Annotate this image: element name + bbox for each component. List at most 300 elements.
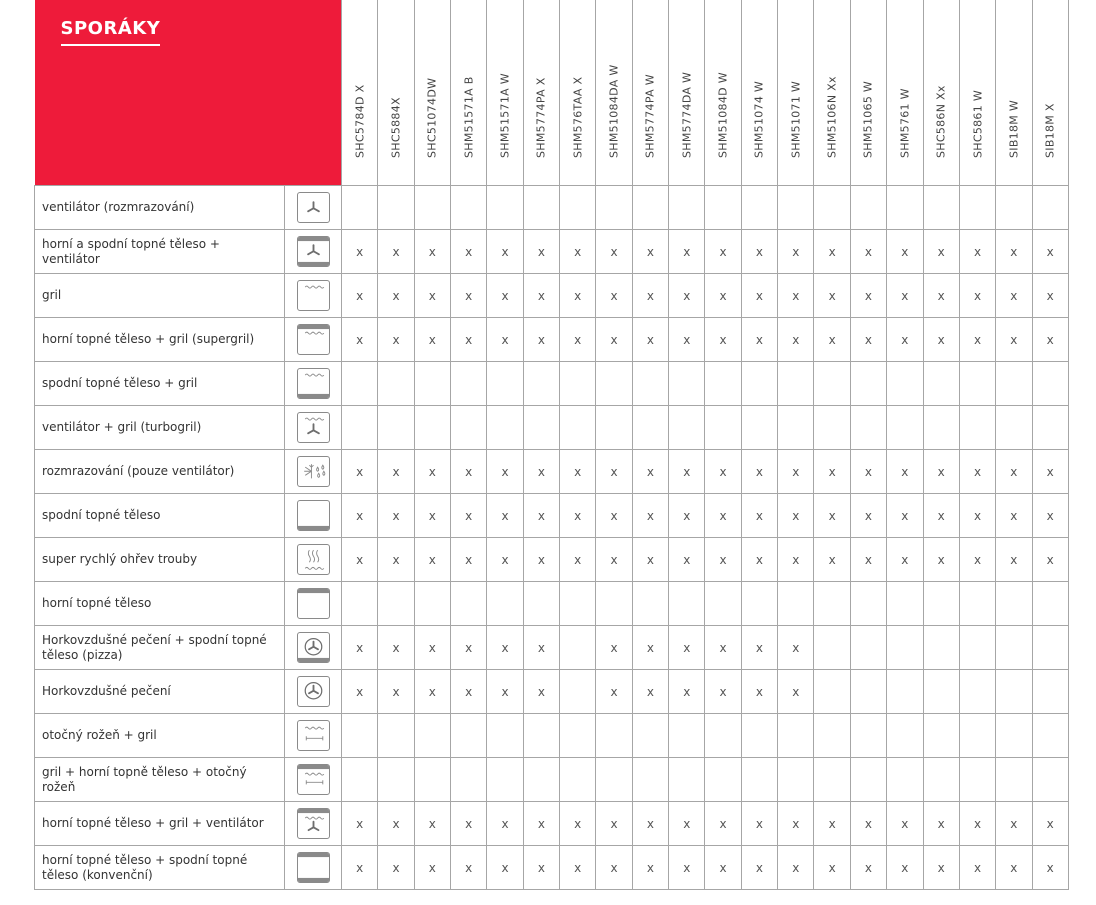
empty-cell xyxy=(1032,714,1068,758)
model-name: SHM51084DA W xyxy=(607,64,621,158)
feature-mark: x xyxy=(378,538,414,582)
function-icon-cell xyxy=(285,318,342,362)
feature-mark: x xyxy=(414,670,450,714)
empty-cell xyxy=(378,186,414,230)
empty-cell xyxy=(451,406,487,450)
table-row xyxy=(35,362,1069,406)
empty-cell xyxy=(814,362,850,406)
empty-cell xyxy=(414,582,450,626)
column-header-model xyxy=(669,0,705,186)
empty-cell xyxy=(378,406,414,450)
empty-cell xyxy=(378,582,414,626)
empty-cell xyxy=(850,582,886,626)
feature-mark: x xyxy=(996,230,1032,274)
rotisserie-top-grill-icon xyxy=(297,764,330,795)
table-row xyxy=(35,494,1069,538)
feature-mark: x xyxy=(814,318,850,362)
empty-cell xyxy=(778,714,814,758)
feature-mark: x xyxy=(596,274,632,318)
feature-mark: x xyxy=(705,846,741,890)
grill-icon xyxy=(297,280,330,311)
empty-cell xyxy=(778,186,814,230)
empty-cell xyxy=(778,582,814,626)
empty-cell xyxy=(923,670,959,714)
empty-cell xyxy=(342,714,378,758)
empty-cell xyxy=(923,758,959,802)
feature-mark: x xyxy=(596,670,632,714)
function-icon-cell xyxy=(285,582,342,626)
feature-mark: x xyxy=(887,494,923,538)
empty-cell xyxy=(705,406,741,450)
feature-mark: x xyxy=(741,670,777,714)
table-row xyxy=(35,450,1069,494)
feature-mark: x xyxy=(850,450,886,494)
conventional-icon xyxy=(297,852,330,883)
feature-mark: x xyxy=(596,230,632,274)
empty-cell xyxy=(814,626,850,670)
empty-cell xyxy=(996,714,1032,758)
function-icon-cell xyxy=(285,186,342,230)
table-row xyxy=(35,802,1069,846)
model-name: SHM51065 W xyxy=(861,80,875,158)
feature-mark: x xyxy=(414,274,450,318)
feature-mark: x xyxy=(487,494,523,538)
function-icon-cell xyxy=(285,714,342,758)
empty-cell xyxy=(560,362,596,406)
feature-mark: x xyxy=(887,274,923,318)
empty-cell xyxy=(596,714,632,758)
feature-mark: x xyxy=(814,802,850,846)
table-row xyxy=(35,318,1069,362)
feature-mark: x xyxy=(632,494,668,538)
feature-table-wrapper xyxy=(34,0,1069,890)
feature-mark: x xyxy=(923,450,959,494)
empty-cell xyxy=(1032,406,1068,450)
table-row xyxy=(35,274,1069,318)
empty-cell xyxy=(414,186,450,230)
empty-cell xyxy=(850,186,886,230)
feature-mark: x xyxy=(669,846,705,890)
column-header-model xyxy=(850,0,886,186)
empty-cell xyxy=(814,186,850,230)
empty-cell xyxy=(632,758,668,802)
feature-mark: x xyxy=(996,846,1032,890)
table-row xyxy=(35,582,1069,626)
empty-cell xyxy=(414,362,450,406)
feature-mark: x xyxy=(705,494,741,538)
function-label: ventilátor + gril (turbogril) xyxy=(35,406,285,450)
model-name: SHC5861 W xyxy=(971,89,985,158)
feature-mark: x xyxy=(560,450,596,494)
rapid-heat-icon xyxy=(297,544,330,575)
feature-mark: x xyxy=(487,230,523,274)
feature-mark: x xyxy=(741,802,777,846)
empty-cell xyxy=(850,406,886,450)
function-label: spodní topné těleso + gril xyxy=(35,362,285,406)
function-label: spodní topné těleso xyxy=(35,494,285,538)
empty-cell xyxy=(923,714,959,758)
empty-cell xyxy=(487,758,523,802)
empty-cell xyxy=(850,670,886,714)
feature-mark: x xyxy=(778,626,814,670)
feature-mark: x xyxy=(705,626,741,670)
feature-mark: x xyxy=(451,802,487,846)
feature-mark: x xyxy=(959,846,995,890)
empty-cell xyxy=(560,714,596,758)
empty-cell xyxy=(887,626,923,670)
empty-cell xyxy=(996,362,1032,406)
feature-mark: x xyxy=(596,494,632,538)
feature-mark: x xyxy=(959,230,995,274)
bottom-heat-icon xyxy=(297,500,330,531)
empty-cell xyxy=(596,758,632,802)
feature-mark: x xyxy=(378,230,414,274)
feature-mark: x xyxy=(741,626,777,670)
empty-cell xyxy=(669,714,705,758)
empty-cell xyxy=(1032,758,1068,802)
title-block xyxy=(35,0,342,186)
feature-mark: x xyxy=(487,846,523,890)
feature-mark: x xyxy=(523,230,559,274)
function-icon-cell xyxy=(285,450,342,494)
empty-cell xyxy=(705,714,741,758)
feature-mark: x xyxy=(814,494,850,538)
function-label: horní topné těleso + gril (supergril) xyxy=(35,318,285,362)
feature-mark: x xyxy=(451,626,487,670)
function-label: Horkovzdušné pečení + spodní topné těleso (pizza) xyxy=(35,626,285,670)
column-header-model xyxy=(560,0,596,186)
feature-mark: x xyxy=(342,626,378,670)
column-header-model xyxy=(1032,0,1068,186)
model-name: SHM51571A B xyxy=(462,76,476,158)
empty-cell xyxy=(632,362,668,406)
feature-mark: x xyxy=(996,494,1032,538)
empty-cell xyxy=(959,670,995,714)
feature-mark: x xyxy=(378,670,414,714)
empty-cell xyxy=(959,626,995,670)
feature-mark: x xyxy=(378,450,414,494)
feature-mark: x xyxy=(1032,318,1068,362)
feature-mark: x xyxy=(342,318,378,362)
empty-cell xyxy=(887,362,923,406)
feature-mark: x xyxy=(451,670,487,714)
model-name: SHM51074 W xyxy=(752,80,766,158)
table-row xyxy=(35,186,1069,230)
model-name: SHM51571A W xyxy=(498,73,512,158)
feature-mark: x xyxy=(923,538,959,582)
empty-cell xyxy=(959,186,995,230)
empty-cell xyxy=(741,186,777,230)
feature-mark: x xyxy=(996,802,1032,846)
empty-cell xyxy=(451,758,487,802)
empty-cell xyxy=(850,626,886,670)
function-icon-cell xyxy=(285,626,342,670)
feature-mark: x xyxy=(959,318,995,362)
feature-mark: x xyxy=(1032,274,1068,318)
empty-cell xyxy=(887,714,923,758)
empty-cell xyxy=(378,362,414,406)
feature-mark: x xyxy=(487,802,523,846)
feature-mark: x xyxy=(705,318,741,362)
feature-mark: x xyxy=(632,318,668,362)
empty-cell xyxy=(560,626,596,670)
function-label: horní topné těleso xyxy=(35,582,285,626)
feature-mark: x xyxy=(523,802,559,846)
feature-mark: x xyxy=(778,450,814,494)
column-header-model xyxy=(959,0,995,186)
feature-mark: x xyxy=(705,230,741,274)
function-label: horní topné těleso + spodní topné těleso (konvenční) xyxy=(35,846,285,890)
top-grill-fan-icon xyxy=(297,808,330,839)
feature-mark: x xyxy=(996,538,1032,582)
empty-cell xyxy=(451,362,487,406)
feature-mark: x xyxy=(451,494,487,538)
feature-mark: x xyxy=(342,494,378,538)
column-header-model xyxy=(523,0,559,186)
function-icon-cell xyxy=(285,494,342,538)
feature-mark: x xyxy=(741,494,777,538)
feature-mark: x xyxy=(378,846,414,890)
feature-mark: x xyxy=(669,538,705,582)
empty-cell xyxy=(632,186,668,230)
empty-cell xyxy=(814,582,850,626)
feature-mark: x xyxy=(814,538,850,582)
empty-cell xyxy=(814,670,850,714)
model-name: SIB18M X xyxy=(1043,103,1057,158)
column-header-model xyxy=(378,0,414,186)
empty-cell xyxy=(814,406,850,450)
column-header-model xyxy=(741,0,777,186)
empty-cell xyxy=(632,406,668,450)
function-label: otočný rožeň + gril xyxy=(35,714,285,758)
empty-cell xyxy=(959,406,995,450)
function-icon-cell xyxy=(285,802,342,846)
feature-mark: x xyxy=(523,670,559,714)
feature-mark: x xyxy=(778,494,814,538)
feature-mark: x xyxy=(414,846,450,890)
table-row xyxy=(35,758,1069,802)
feature-mark: x xyxy=(887,538,923,582)
feature-mark: x xyxy=(596,802,632,846)
feature-mark: x xyxy=(342,802,378,846)
empty-cell xyxy=(632,582,668,626)
empty-cell xyxy=(850,714,886,758)
model-name: SHC5784D X xyxy=(353,84,367,158)
feature-mark: x xyxy=(342,538,378,582)
model-name: SHM5774PA X xyxy=(534,77,548,158)
header-row xyxy=(35,0,1069,186)
feature-mark: x xyxy=(560,846,596,890)
feature-rows xyxy=(35,186,1069,890)
feature-mark: x xyxy=(487,538,523,582)
top-grill-icon xyxy=(297,324,330,355)
feature-mark: x xyxy=(923,230,959,274)
empty-cell xyxy=(778,406,814,450)
feature-mark: x xyxy=(778,670,814,714)
model-name: SHC51074DW xyxy=(425,77,439,158)
feature-mark: x xyxy=(887,802,923,846)
feature-mark: x xyxy=(487,274,523,318)
function-icon-cell xyxy=(285,538,342,582)
feature-mark: x xyxy=(632,670,668,714)
feature-mark: x xyxy=(814,450,850,494)
feature-mark: x xyxy=(632,274,668,318)
feature-mark: x xyxy=(1032,230,1068,274)
feature-mark: x xyxy=(705,802,741,846)
feature-mark: x xyxy=(487,450,523,494)
table-row xyxy=(35,538,1069,582)
empty-cell xyxy=(996,582,1032,626)
feature-mark: x xyxy=(414,802,450,846)
empty-cell xyxy=(560,582,596,626)
empty-cell xyxy=(451,582,487,626)
column-header-model xyxy=(814,0,850,186)
feature-mark: x xyxy=(705,274,741,318)
column-header-model xyxy=(923,0,959,186)
feature-mark: x xyxy=(778,318,814,362)
empty-cell xyxy=(778,362,814,406)
function-icon-cell xyxy=(285,274,342,318)
feature-mark: x xyxy=(560,230,596,274)
feature-mark: x xyxy=(669,230,705,274)
feature-mark: x xyxy=(523,846,559,890)
feature-mark: x xyxy=(378,802,414,846)
feature-mark: x xyxy=(778,846,814,890)
empty-cell xyxy=(596,406,632,450)
empty-cell xyxy=(850,758,886,802)
model-name: SHM51084D W xyxy=(716,72,730,158)
empty-cell xyxy=(741,406,777,450)
feature-mark: x xyxy=(1032,450,1068,494)
model-name: SHM5106N Xx xyxy=(825,76,839,158)
function-label: horní a spodní topné těleso + ventilátor xyxy=(35,230,285,274)
feature-mark: x xyxy=(523,626,559,670)
feature-mark: x xyxy=(632,538,668,582)
feature-mark: x xyxy=(996,274,1032,318)
empty-cell xyxy=(560,670,596,714)
empty-cell xyxy=(741,362,777,406)
model-name: SHM576TAA X xyxy=(571,76,585,158)
feature-mark: x xyxy=(741,538,777,582)
empty-cell xyxy=(523,186,559,230)
feature-mark: x xyxy=(741,318,777,362)
feature-mark: x xyxy=(959,802,995,846)
feature-mark: x xyxy=(778,230,814,274)
feature-mark: x xyxy=(414,318,450,362)
empty-cell xyxy=(342,362,378,406)
table-row xyxy=(35,714,1069,758)
feature-mark: x xyxy=(378,318,414,362)
feature-mark: x xyxy=(1032,846,1068,890)
feature-mark: x xyxy=(923,318,959,362)
feature-mark: x xyxy=(523,318,559,362)
empty-cell xyxy=(1032,186,1068,230)
empty-cell xyxy=(560,186,596,230)
feature-mark: x xyxy=(632,846,668,890)
function-label: gril + horní topně těleso + otočný rožeň xyxy=(35,758,285,802)
feature-mark: x xyxy=(342,670,378,714)
feature-mark: x xyxy=(632,450,668,494)
empty-cell xyxy=(342,582,378,626)
empty-cell xyxy=(342,186,378,230)
feature-mark: x xyxy=(669,318,705,362)
model-name: SHM51071 W xyxy=(789,80,803,158)
empty-cell xyxy=(342,406,378,450)
empty-cell xyxy=(959,758,995,802)
empty-cell xyxy=(887,758,923,802)
empty-cell xyxy=(523,714,559,758)
empty-cell xyxy=(814,714,850,758)
feature-mark: x xyxy=(850,274,886,318)
empty-cell xyxy=(923,406,959,450)
empty-cell xyxy=(596,362,632,406)
feature-mark: x xyxy=(887,450,923,494)
feature-mark: x xyxy=(669,450,705,494)
empty-cell xyxy=(1032,582,1068,626)
empty-cell xyxy=(487,186,523,230)
empty-cell xyxy=(632,714,668,758)
feature-mark: x xyxy=(632,230,668,274)
empty-cell xyxy=(523,406,559,450)
empty-cell xyxy=(560,406,596,450)
function-label: ventilátor (rozmrazování) xyxy=(35,186,285,230)
empty-cell xyxy=(887,186,923,230)
model-name: SHM5761 W xyxy=(898,88,912,158)
empty-cell xyxy=(523,582,559,626)
function-label: rozmrazování (pouze ventilátor) xyxy=(35,450,285,494)
fan-icon xyxy=(297,192,330,223)
feature-mark: x xyxy=(414,538,450,582)
empty-cell xyxy=(414,758,450,802)
feature-mark: x xyxy=(560,538,596,582)
feature-mark: x xyxy=(850,538,886,582)
feature-mark: x xyxy=(669,274,705,318)
feature-mark: x xyxy=(487,318,523,362)
feature-mark: x xyxy=(996,450,1032,494)
feature-mark: x xyxy=(850,318,886,362)
function-icon-cell xyxy=(285,230,342,274)
empty-cell xyxy=(705,582,741,626)
empty-cell xyxy=(487,362,523,406)
fan-grill-icon xyxy=(297,412,330,443)
function-icon-cell xyxy=(285,362,342,406)
feature-mark: x xyxy=(778,274,814,318)
feature-mark: x xyxy=(778,802,814,846)
empty-cell xyxy=(850,362,886,406)
empty-cell xyxy=(887,582,923,626)
feature-mark: x xyxy=(850,802,886,846)
empty-cell xyxy=(523,362,559,406)
feature-mark: x xyxy=(1032,538,1068,582)
feature-mark: x xyxy=(1032,802,1068,846)
feature-mark: x xyxy=(596,318,632,362)
feature-mark: x xyxy=(669,494,705,538)
feature-mark: x xyxy=(959,274,995,318)
empty-cell xyxy=(414,714,450,758)
hot-air-icon xyxy=(297,676,330,707)
feature-mark: x xyxy=(850,846,886,890)
feature-mark: x xyxy=(778,538,814,582)
empty-cell xyxy=(414,406,450,450)
empty-cell xyxy=(487,714,523,758)
empty-cell xyxy=(669,406,705,450)
rotisserie-grill-icon xyxy=(297,720,330,751)
function-icon-cell xyxy=(285,670,342,714)
empty-cell xyxy=(996,670,1032,714)
empty-cell xyxy=(596,582,632,626)
feature-mark: x xyxy=(923,494,959,538)
feature-mark: x xyxy=(850,230,886,274)
